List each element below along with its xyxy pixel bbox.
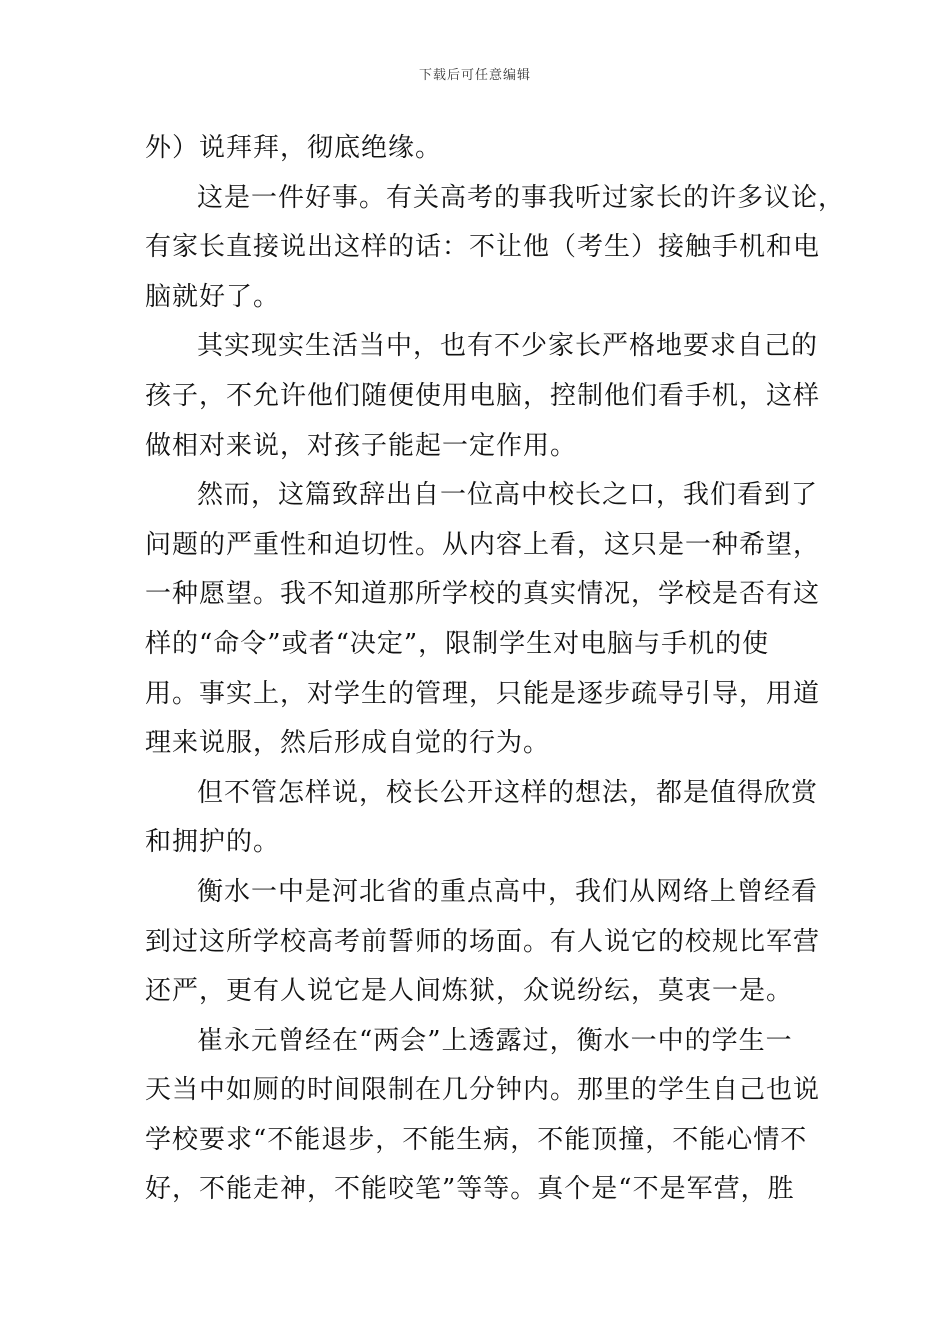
- text-line: 衡水一中是河北省的重点高中，我们从网络上曾经看: [197, 876, 819, 907]
- text-line: 一种愿望。我不知道那所学校的真实情况，学校是否有这: [145, 579, 821, 610]
- text-line: 还严，更有人说它是人间炼狱，众说纷纭，莫衷一是。: [145, 976, 794, 1007]
- text-line: 学校要求“不能退步，不能生病，不能顶撞，不能心情不: [145, 1124, 808, 1155]
- page-header: 下载后可任意编辑: [418, 68, 531, 83]
- text-line: 然而，这篇致辞出自一位高中校长之口，我们看到了: [197, 480, 819, 511]
- text-line: 有家长直接说出这样的话：不让他（考生）接触手机和电: [145, 232, 821, 263]
- text-line: 但不管怎样说，校长公开这样的想法，都是值得欣赏: [197, 777, 819, 808]
- text-line: 理来说服，然后形成自觉的行为。: [145, 728, 551, 759]
- text-line: 问题的严重性和迫切性。从内容上看，这只是一种希望，: [145, 529, 821, 560]
- document-body: [145, 124, 846, 1215]
- text-line: 脑就好了。: [145, 281, 281, 312]
- text-line: 好，不能走神，不能咬笔”等等。真个是“不是军营，胜: [145, 1174, 795, 1205]
- text-line: 外）说拜拜，彻底绝缘。: [145, 133, 443, 163]
- text-line: 天当中如厕的时间限制在几分钟内。那里的学生自己也说: [145, 1075, 821, 1106]
- text-line: 孩子，不允许他们随便使用电脑，控制他们看手机，这样: [145, 380, 821, 411]
- text-line: 其实现实生活当中，也有不少家长严格地要求自己的: [197, 331, 819, 362]
- text-line: 用。事实上，对学生的管理，只能是逐步疏导引导，用道: [145, 678, 821, 709]
- text-line: 做相对来说，对孩子能起一定作用。: [145, 430, 578, 461]
- text-line: 样的“命令”或者“决定”，限制学生对电脑与手机的使: [145, 628, 770, 659]
- text-line: 到过这所学校高考前誓师的场面。有人说它的校规比军营: [145, 926, 821, 957]
- text-line: 崔永元曾经在“两会”上透露过，衡水一中的学生一: [197, 1025, 793, 1056]
- text-line: 这是一件好事。有关高考的事我听过家长的许多议论，: [197, 182, 846, 213]
- text-line: 和拥护的。: [145, 827, 281, 858]
